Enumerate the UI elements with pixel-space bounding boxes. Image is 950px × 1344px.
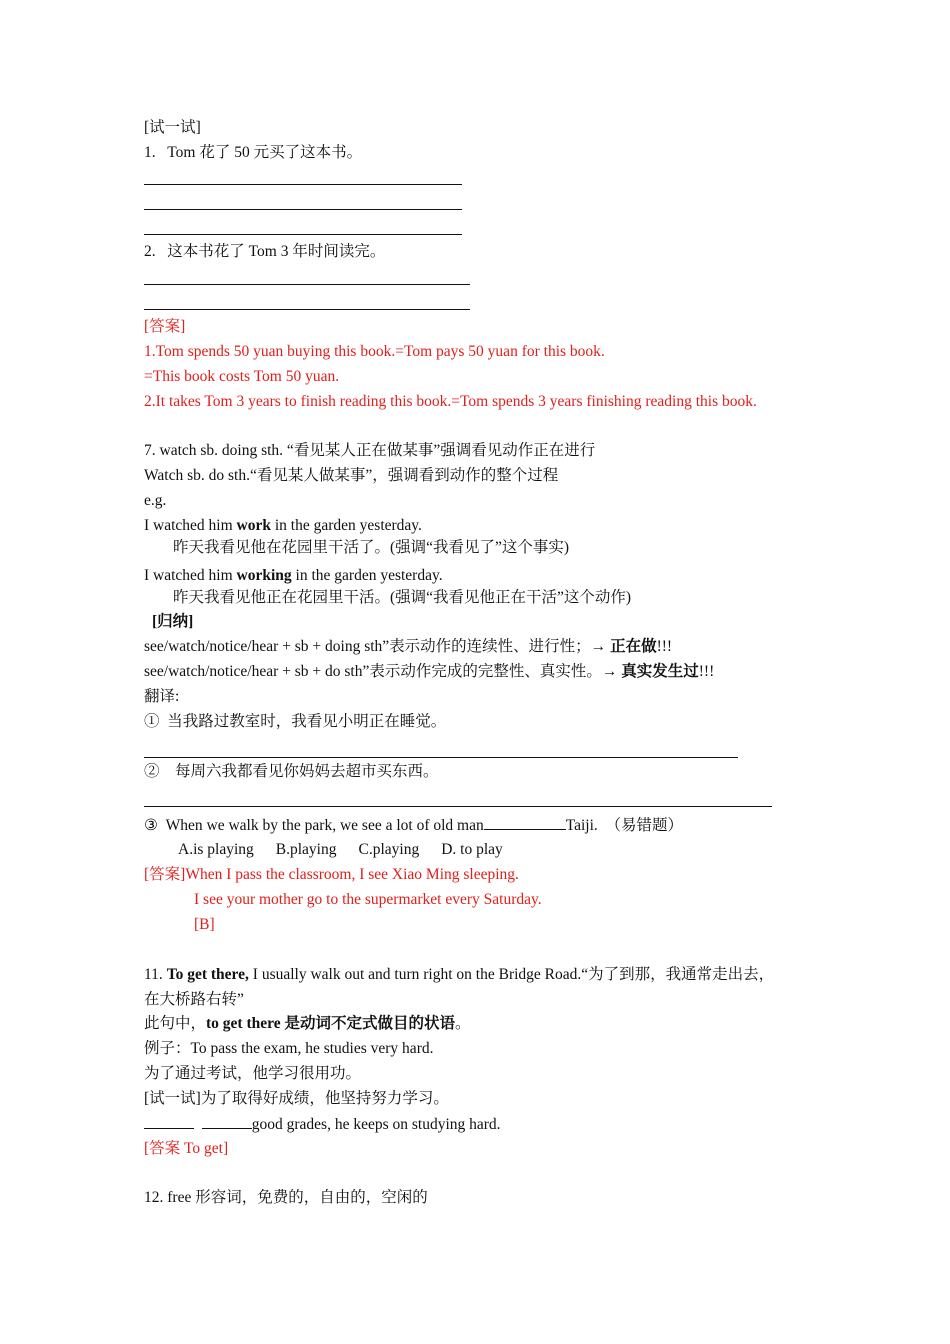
answer-line[interactable] [144,309,470,310]
s7-example-2-cn: 昨天我看见他正在花园里干活。(强调“我看见他正在干活”这个动作) [173,589,632,606]
s11-fill: good grades, he keeps on studying hard. [144,1114,501,1135]
question-1: 1. Tom 花了 50 元买了这本书。 [144,144,363,161]
s7-answer-2: I see your mother go to the supermarket every Saturday. [194,891,542,908]
s11-title: 11. To get there, I usually walk out and turn right on the Bridge Road.“为了到那，我通常走出去， [144,966,775,983]
answer-line[interactable] [144,757,738,758]
choice-question: ③ When we walk by the park, we see a lot of old man Taiji. （易错题） [144,817,684,834]
s11-try: [试一试]为了取得好成绩，他坚持努力学习。 [144,1090,449,1107]
s11-example-cn: 为了通过考试，他学习很用功。 [144,1065,362,1082]
s7-summary: [归纳] [152,613,194,630]
s7-example-1: I watched him work in the garden yesterday. [144,517,422,534]
s7-example-2: I watched him working in the garden yesterday. [144,567,443,584]
choice-options [178,840,525,860]
s7-answer-1: [答案]When I pass the classroom, I see Xiao Ming sleeping. [144,866,519,883]
answer-line[interactable] [144,234,462,235]
answer-header: [答案] [144,318,186,335]
s7-example-1-cn: 昨天我看见他在花园里干活了。(强调“我看见了”这个事实) [173,539,570,556]
answer-line[interactable] [144,284,470,285]
answer-line[interactable] [144,209,462,210]
s7-answer-3: [B] [194,916,215,933]
s11-answer: [答案 To get] [144,1140,229,1157]
s7-translate: 翻译: [144,688,180,705]
s11-line2: 在大桥路右转” [144,991,244,1008]
fill-blank[interactable] [202,1114,252,1129]
s7-rule-2: see/watch/notice/hear + sb + do sth”表示动作完成的完整性、真实性。→ 真实发生过!!! [144,663,715,680]
answer-line-1: 1.Tom spends 50 yuan buying this book.=Tom pays 50 yuan for this book. [144,343,605,360]
translate-item-2: ② 每周六我都看见你妈妈去超市买东西。 [144,763,439,780]
option-a[interactable]: A.is playing [178,841,254,858]
option-c[interactable]: C.playing [358,841,420,858]
s11-note: 此句中，to get there 是动词不定式做目的状语。 [144,1015,471,1032]
s7-eg: e.g. [144,492,167,509]
s11-example: 例子：To pass the exam, he studies very hard. [144,1040,434,1057]
question-2: 2. 这本书花了 Tom 3 年时间读完。 [144,243,386,260]
fill-blank[interactable] [144,1114,194,1129]
option-b[interactable]: B.playing [275,841,337,858]
translate-item-1: ① 当我路过教室时，我看见小明正在睡觉。 [144,713,447,730]
answer-line[interactable] [144,806,772,807]
answer-line-2: =This book costs Tom 50 yuan. [144,368,340,385]
s12-title: 12. free 形容词，免费的，自由的，空闲的 [144,1189,428,1206]
s7-line2: Watch sb. do sth.“看见某人做某事”，强调看到动作的整个过程 [144,467,559,484]
answer-line[interactable] [144,184,462,185]
s7-title: 7. watch sb. doing sth. “看见某人正在做某事”强调看见动作正在进行 [144,442,596,459]
option-d[interactable]: D. to play [441,841,503,858]
fill-blank[interactable] [484,815,566,830]
answer-line-3: 2.It takes Tom 3 years to finish reading this book.=Tom spends 3 years finishing reading this book. [144,393,757,410]
try-header: [试一试] [144,119,201,136]
s7-rule-1: see/watch/notice/hear + sb + doing sth”表示动作的连续性、进行性；→ 正在做!!! [144,638,673,655]
